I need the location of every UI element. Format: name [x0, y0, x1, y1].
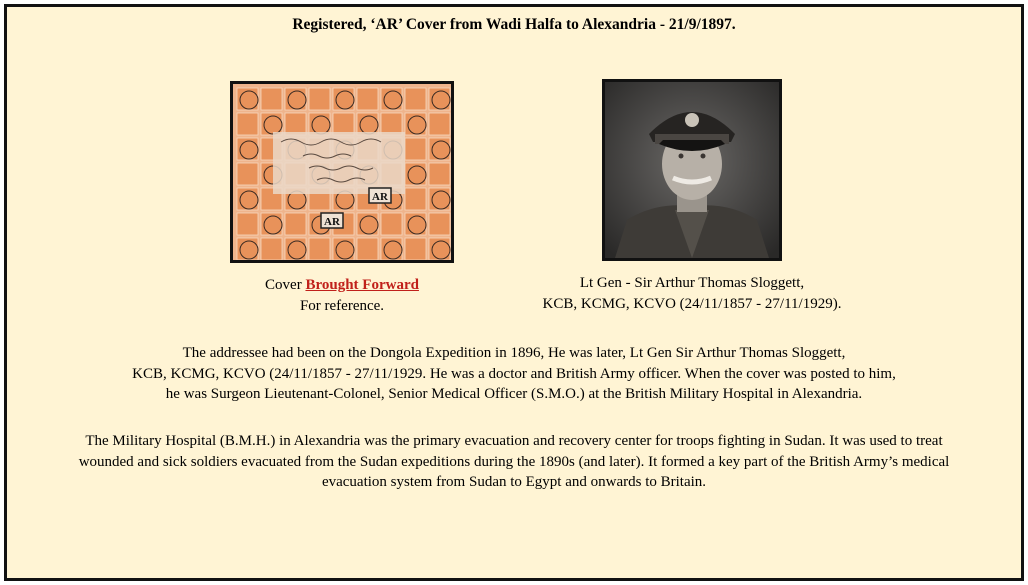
page-title: Registered, ‘AR’ Cover from Wadi Halfa to Alexandria - 21/9/1897. — [292, 16, 736, 33]
portrait-photo — [602, 79, 782, 261]
portrait-caption — [507, 273, 877, 315]
hospital-line2: wounded and sick soldiers evacuated from the Sudan expeditions during the 1890s (and later). It formed a key part of the British Army’s medical — [78, 453, 950, 470]
cover-caption — [197, 275, 487, 317]
portrait-caption-line1: Lt Gen - Sir Arthur Thomas Sloggett, — [579, 275, 805, 291]
addressee-line1: The addressee had been on the Dongola Expedition in 1896, He was later, Lt Gen Sir Arthur Thomas Sloggett, — [182, 345, 846, 361]
portrait-caption-line2: KCB, KCMG, KCVO (24/11/1857 - 27/11/1929). — [542, 296, 842, 312]
hospital-line3: evacuation system from Sudan to Egypt and onwards to Britain. — [321, 474, 707, 490]
cover-caption-prefix: Cover — [265, 277, 306, 293]
hospital-paragraph — [17, 431, 1011, 493]
ar-mark-1: AR — [324, 216, 340, 228]
hospital-line1: The Military Hospital (B.M.H.) in Alexandria was the primary evacuation and recovery center for troops fighting in Sudan. It was used to treat — [85, 433, 943, 449]
ar-mark-2: AR — [372, 191, 388, 203]
addressee-paragraph — [17, 343, 1011, 405]
cover-caption-line2: For reference. — [299, 298, 385, 314]
cover-image — [230, 81, 454, 263]
cover-illustration — [233, 84, 451, 260]
brought-forward-link[interactable]: Brought Forward — [305, 277, 419, 293]
addressee-line3: he was Surgeon Lieutenant-Colonel, Senior Medical Officer (S.M.O.) at the British Military Hospital in Alexandria. — [165, 386, 863, 402]
portrait-illustration — [605, 82, 779, 258]
addressee-line2: KCB, KCMG, KCVO (24/11/1857 - 27/11/1929. He was a doctor and British Army officer. When the cover was posted to him, — [132, 365, 896, 382]
exhibit-page — [4, 4, 1024, 581]
